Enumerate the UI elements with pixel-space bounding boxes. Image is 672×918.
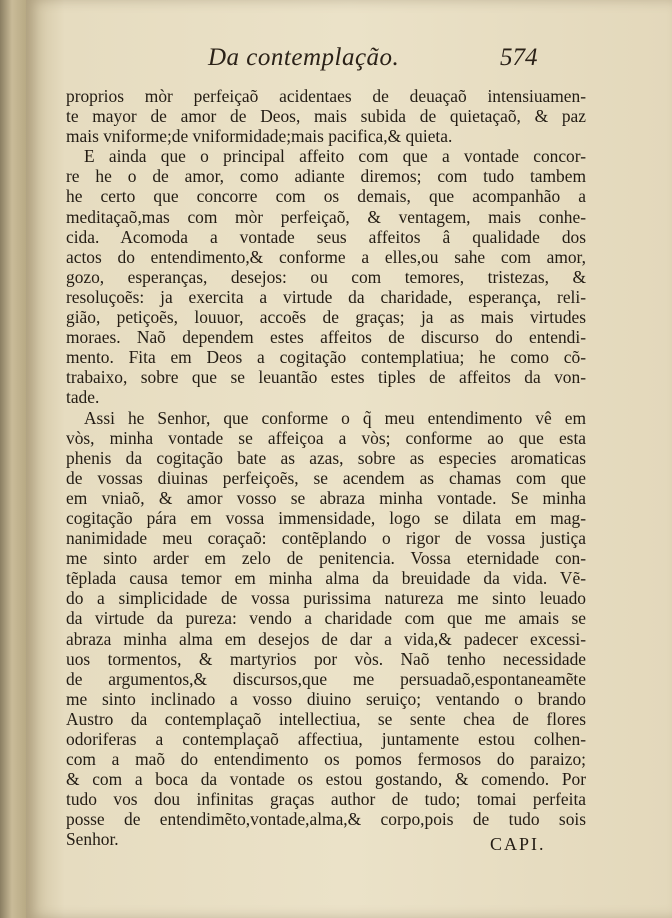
text-line: proprios mòr perfeiçaõ acidentaes de deuaçaõ intensiuamen-	[66, 86, 586, 106]
text-line: Austro da contemplaçaõ intellectiua, se sente chea de flores	[66, 708, 586, 729]
book-page	[26, 0, 672, 918]
text-line: gião, petiçoẽs, louuor, accoẽs de graças; ja as mais virtudes	[66, 307, 586, 328]
text-line: tẽplada causa temor em minha alma da breuidade da vida. Vẽ-	[66, 568, 586, 589]
text-line: Senhor.	[66, 829, 119, 850]
text-line: com a maõ do entendimento os pomos fermosos do paraizo;	[66, 749, 586, 770]
text-line: mento. Fita em Deos a cogitação contemplatiua; he como cõ-	[66, 347, 586, 368]
text-line: mais vniforme;de vniformidade;mais pacifica,& quieta.	[66, 126, 453, 147]
text-line: em vniaõ, & amor vosso se abraza minha vontade. Se minha	[66, 487, 586, 508]
text-line: re he o de amor, como adiante diremos; com tudo tambem	[66, 166, 586, 187]
text-line: resoluçoẽs: ja exercita a virtude da charidade, esperança, reli-	[66, 286, 586, 307]
text-line: E ainda que o principal affeito com que a vontade concor-	[84, 146, 586, 167]
page-number: 574	[500, 44, 538, 71]
text-line: tudo vos dou infinitas graças author de tudo; tomai perfeita	[66, 789, 586, 810]
text-line: meditaçaõ,mas com mòr perfeiçaõ, & ventagem, mais conhe-	[66, 206, 586, 227]
text-line: moraes. Naõ dependem estes affeitos de discurso do entendi-	[66, 327, 586, 348]
text-line: cida. Acomoda a vontade seus affeitos â qualidade dos	[66, 226, 586, 247]
text-line: me sinto arder em zelo de penitencia. Vossa eternidade con-	[66, 548, 586, 569]
text-line: me sinto inclinado a vosso diuino seruiço; ventando o brando	[66, 688, 586, 709]
text-line: te mayor de amor de Deos, mais subida de quietaçaõ, & paz	[66, 106, 586, 127]
text-line: actos do entendimento,& conforme a elles,ou sahe com amor,	[66, 246, 586, 267]
text-line: de vossas diuinas perfeiçoẽs, se acendem as chamas com que	[66, 467, 586, 488]
text-line: do a simplicidade de vossa purissima natureza me sinto leuado	[66, 588, 586, 609]
text-line: abraza minha alma em desejos de dar a vida,& padecer excessi-	[66, 628, 586, 649]
running-head: Da contemplação.	[208, 44, 400, 71]
text-line: he certo que concorre com os demais, que acompanhão a	[66, 186, 586, 207]
text-line: trabaixo, sobre que se leuantão estes tiples de affeitos da von-	[66, 367, 586, 388]
text-line: posse de entendimẽto,vontade,alma,& corpo,pois de tudo sois	[66, 809, 586, 830]
text-line: cogitação pára em vossa immensidade, logo se dilata em mag-	[66, 507, 586, 528]
text-line: & com a boca da vontade os estou gostando, & comendo. Por	[66, 769, 586, 790]
body-text	[66, 86, 586, 850]
text-line: gozo, esperanças, desejos: ou com temores, tristezas, &	[66, 266, 586, 287]
text-line: tade.	[66, 387, 100, 408]
catchword: CAPI.	[490, 834, 546, 854]
page-header	[26, 44, 672, 84]
text-line: vòs, minha vontade se affeiçoa a vòs; conforme ao que esta	[66, 427, 586, 448]
text-line: phenis da cogitação bate as azas, sobre as especies aromaticas	[66, 447, 586, 468]
text-line: de argumentos,& discursos,que me persuadaõ,espontaneamẽte	[66, 668, 586, 689]
text-line: nanimidade meu coraçaõ: contẽplando o rigor de vossa justiça	[66, 528, 586, 549]
text-line: da virtude da pureza: vendo a charidade com que me amais se	[66, 608, 586, 629]
text-line: Assi he Senhor, que conforme o q̃ meu entendimento vê em	[84, 407, 586, 428]
text-line: odoriferas a contemplaçaõ affectiua, juntamente estou colhen-	[66, 729, 586, 749]
text-line: uos tormentos, & martyrios por vòs. Naõ tenho necessidade	[66, 648, 586, 669]
